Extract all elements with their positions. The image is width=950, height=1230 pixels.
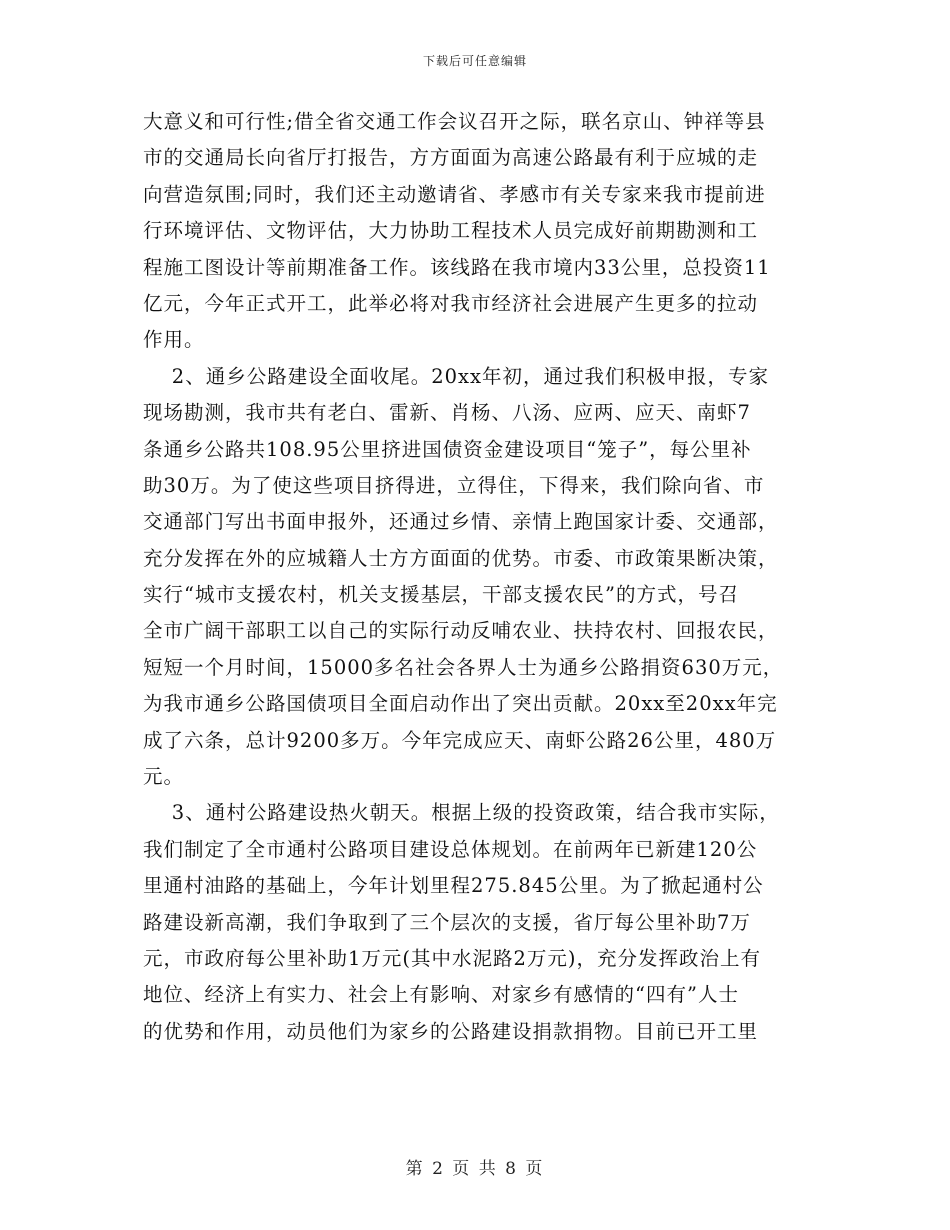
text-line: 路建设新高潮，我们争取到了三个层次的支援，省厅每公里补助7万 [143, 910, 751, 934]
text-line: 大意义和可行性;借全省交通工作会议召开之际，联名京山、钟祥等县 [143, 110, 766, 133]
text-line: 作用。 [143, 328, 205, 352]
text-line: 程施工图设计等前期准备工作。该线路在我市境内33公里，总投资11 [143, 255, 771, 279]
text-line: 市的交通局长向省厅打报告，方方面面为高速公路最有利于应城的走 [143, 146, 759, 170]
text-line: 短短一个月时间，15000多名社会各界人士为通乡公路捐资630万元， [143, 655, 784, 679]
text-line: 交通部门写出书面申报外，还通过乡情、亲情上跑国家计委、交通部， [143, 510, 779, 534]
text-line: 现场勘测，我市共有老白、雷新、肖杨、八汤、应两、应天、南虾7 [143, 401, 751, 425]
text-line: 成了六条，总计9200多万。今年完成应天、南虾公路26公里，480万 [143, 728, 777, 752]
text-line: 元，市政府每公里补助1万元(其中水泥路2万元)，充分发挥政治上有 [143, 946, 762, 970]
page-header: 下载后可任意编辑 [422, 54, 527, 68]
text-line: 我们制定了全市通村公路项目建设总体规划。在前两年已新建120公 [143, 837, 758, 861]
text-line: 条通乡公路共108.95公里挤进国债资金建设项目“笼子”，每公里补 [143, 437, 752, 461]
text-line: 里通村油路的基础上，今年计划里程275.845公里。为了掀起通村公 [143, 874, 764, 898]
text-line: 亿元，今年正式开工，此举必将对我市经济社会进展产生更多的拉动 [143, 291, 759, 315]
text-line: 行环境评估、文物评估，大力协助工程技术人员完成好前期勘测和工 [143, 219, 759, 243]
text-line: 3、通村公路建设热火朝天。根据上级的投资政策，结合我市实际， [143, 801, 780, 825]
text-line: 实行“城市支援农村，机关支援基层，干部支援农民”的方式，号召 [143, 583, 739, 607]
text-line: 地位、经济上有实力、社会上有影响、对家乡有感情的“四有”人士 [143, 983, 739, 1007]
text-line: 为我市通乡公路国债项目全面启动作出了突出贡献。20xx至20xx年完 [143, 692, 778, 716]
page-number-footer: 第 2 页 共 8 页 [405, 1159, 545, 1179]
text-line: 元。 [143, 765, 185, 789]
text-line: 全市广阔干部职工以自己的实际行动反哺农业、扶持农村、回报农民， [143, 619, 779, 643]
text-line: 充分发挥在外的应城籍人士方方面面的优势。市委、市政策果断决策， [143, 546, 779, 570]
text-line: 2、通乡公路建设全面收尾。20xx年初，通过我们积极申报，专家 [143, 364, 770, 388]
text-line: 向营造氛围;同时，我们还主动邀请省、孝感市有关专家来我市提前进 [143, 182, 766, 206]
text-line: 的优势和作用，动员他们为家乡的公路建设捐款捐物。目前已开工里 [143, 1019, 759, 1043]
document-body [143, 104, 823, 1050]
text-line: 助30万。为了使这些项目挤得进，立得住，下得来，我们除向省、市 [143, 473, 765, 497]
